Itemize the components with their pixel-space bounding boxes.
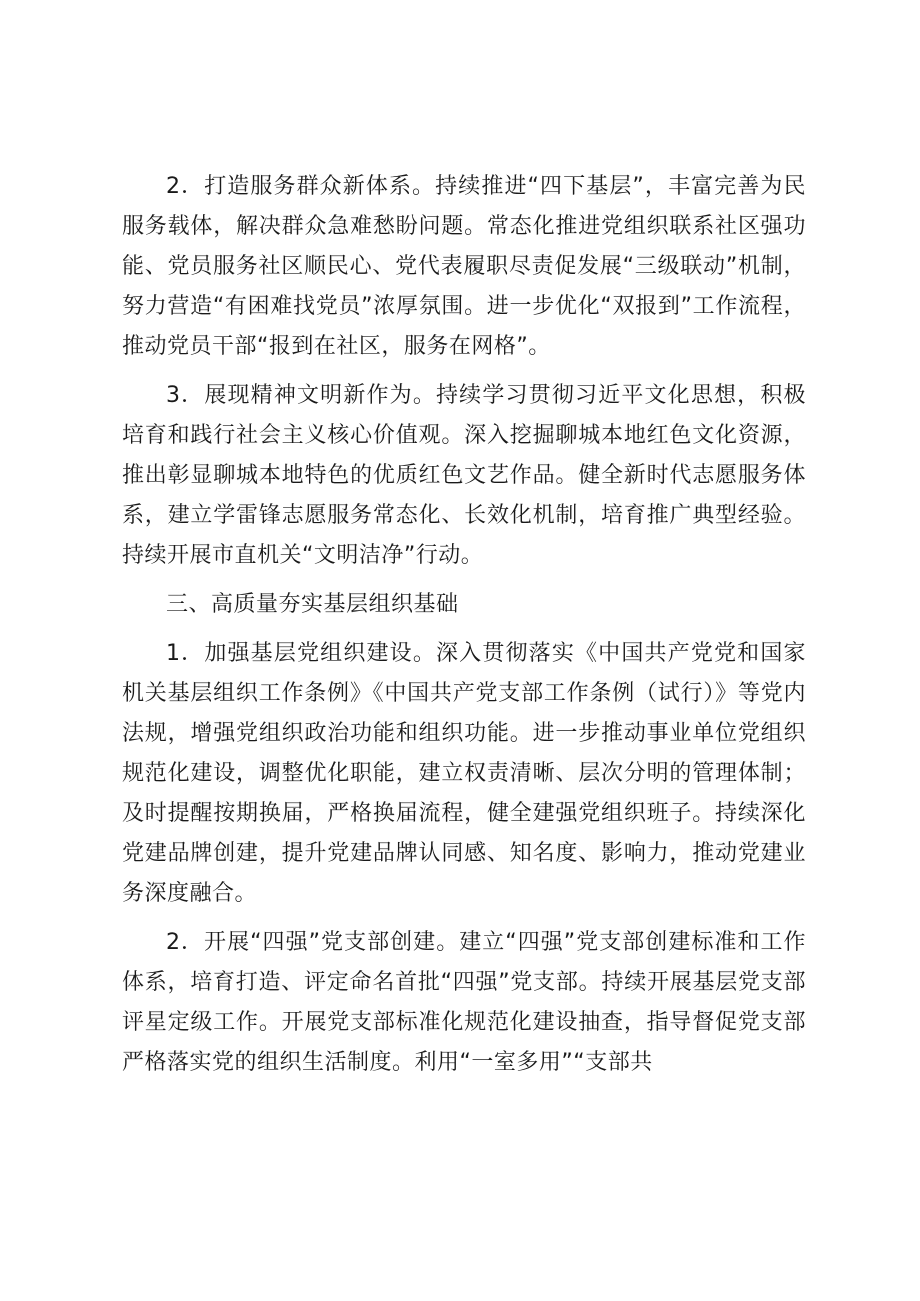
document-body: [122, 167, 806, 1092]
paragraph-four-strong-branch: 2．开展“四强”党支部创建。建立“四强”党支部创建标准和工作体系，培育打造、评定命名首批“四强”党支部。持续开展基层党支部评星定级工作。开展党支部标准化规范化建设抽查，指导督促党支部严格落实党的组织生活制度。利用“一室多用”“支部共: [122, 930, 806, 1075]
paragraph-spiritual-civilization: 3．展现精神文明新作为。持续学习贯彻习近平文化思想，积极培育和践行社会主义核心价值观。深入挖掘聊城本地红色文化资源，推出彰显聊城本地特色的优质红色文艺作品。健全新时代志愿服务体系，建立学雷锋志愿服务常态化、长效化机制，培育推广典型经验。持续开展市直机关“文明洁净”行动。: [122, 383, 806, 568]
section-heading-grassroots: 三、高质量夯实基层组织基础: [166, 592, 459, 617]
paragraph-party-organization: 1．加强基层党组织建设。深入贯彻落实《中国共产党党和国家机关基层组织工作条例》《中国共产党支部工作条例（试行）》等党内法规，增强党组织政治功能和组织功能。进一步推动事业单位党组织规范化建设，调整优化职能，建立权责清晰、层次分明的管理体制；及时提醒按期换届，严格换届流程，健全建强党组织班子。持续深化党建品牌创建，提升党建品牌认同感、知名度、影响力，推动党建业务深度融合。: [122, 641, 806, 906]
paragraph-service-system: 2．打造服务群众新体系。持续推进“四下基层”，丰富完善为民服务载体，解决群众急难愁盼问题。常态化推进党组织联系社区强功能、党员服务社区顺民心、党代表履职尽责促发展“三级联动”机制，努力营造“有困难找党员”浓厚氛围。进一步优化“双报到”工作流程，推动党员干部“报到在社区，服务在网格”。: [122, 174, 806, 359]
